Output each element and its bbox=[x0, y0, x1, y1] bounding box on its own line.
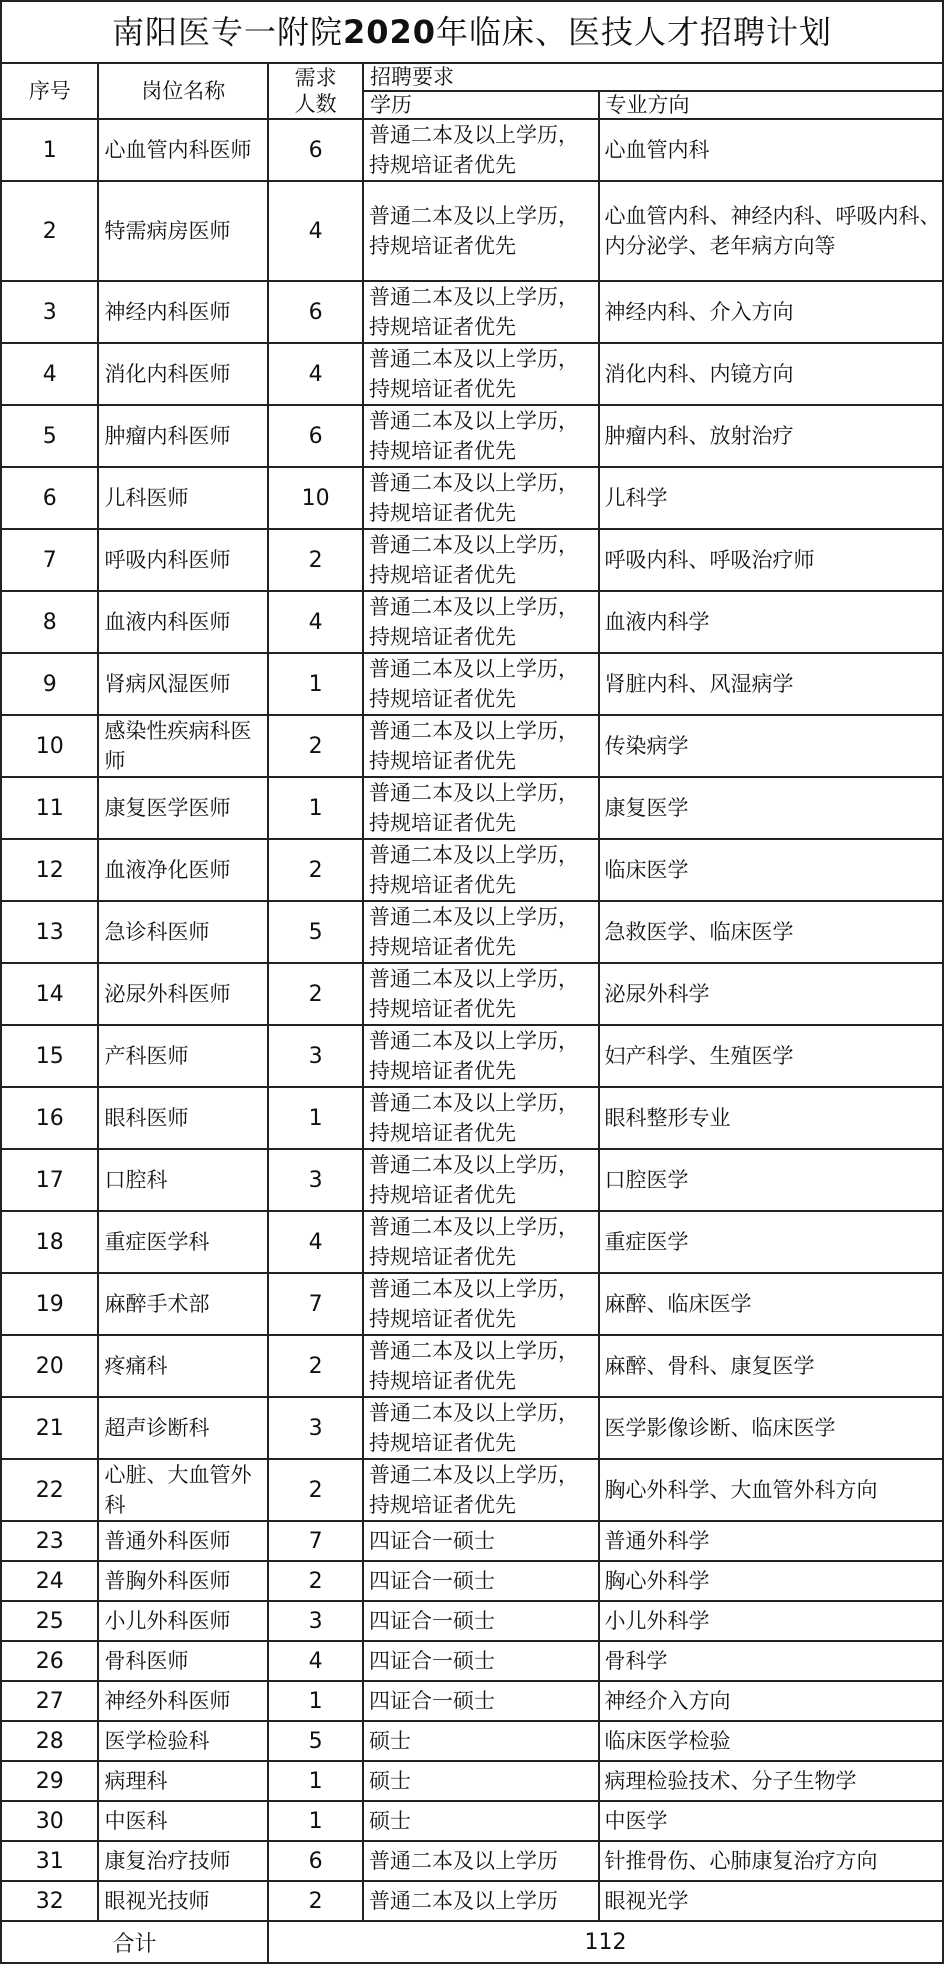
cell-education: 普通二本及以上学历，持规培证者优先 bbox=[363, 901, 598, 963]
table-row bbox=[1, 963, 943, 1025]
cell-major: 康复医学 bbox=[599, 777, 943, 839]
cell-major: 小儿外科学 bbox=[599, 1601, 943, 1641]
cell-no: 17 bbox=[1, 1149, 98, 1211]
total-value: 112 bbox=[268, 1921, 943, 1963]
cell-major: 医学影像诊断、临床医学 bbox=[599, 1397, 943, 1459]
cell-count: 4 bbox=[268, 591, 363, 653]
cell-education: 普通二本及以上学历，持规培证者优先 bbox=[363, 1149, 598, 1211]
table-row bbox=[1, 1521, 943, 1561]
cell-count: 4 bbox=[268, 343, 363, 405]
table-row bbox=[1, 1681, 943, 1721]
cell-position: 感染性疾病科医师 bbox=[98, 715, 268, 777]
cell-major: 针推骨伤、心肺康复治疗方向 bbox=[599, 1841, 943, 1881]
header-major: 专业方向 bbox=[599, 91, 943, 119]
cell-education: 四证合一硕士 bbox=[363, 1601, 598, 1641]
cell-education: 普通二本及以上学历，持规培证者优先 bbox=[363, 405, 598, 467]
cell-count: 3 bbox=[268, 1601, 363, 1641]
table-row bbox=[1, 839, 943, 901]
cell-major: 血液内科学 bbox=[599, 591, 943, 653]
cell-no: 12 bbox=[1, 839, 98, 901]
cell-position: 重症医学科 bbox=[98, 1211, 268, 1273]
cell-major: 重症医学 bbox=[599, 1211, 943, 1273]
cell-position: 儿科医师 bbox=[98, 467, 268, 529]
cell-no: 5 bbox=[1, 405, 98, 467]
table-row bbox=[1, 1397, 943, 1459]
cell-major: 心血管内科 bbox=[599, 119, 943, 181]
cell-count: 6 bbox=[268, 1841, 363, 1881]
page-title bbox=[1, 1, 943, 63]
cell-education: 普通二本及以上学历，持规培证者优先 bbox=[363, 181, 598, 281]
cell-education: 普通二本及以上学历，持规培证者优先 bbox=[363, 1211, 598, 1273]
table-row bbox=[1, 1801, 943, 1841]
cell-no: 21 bbox=[1, 1397, 98, 1459]
cell-major: 眼科整形专业 bbox=[599, 1087, 943, 1149]
cell-no: 18 bbox=[1, 1211, 98, 1273]
cell-count: 2 bbox=[268, 963, 363, 1025]
cell-major: 临床医学 bbox=[599, 839, 943, 901]
cell-count: 1 bbox=[268, 1681, 363, 1721]
cell-education: 普通二本及以上学历，持规培证者优先 bbox=[363, 1397, 598, 1459]
cell-position: 普通外科医师 bbox=[98, 1521, 268, 1561]
table-row bbox=[1, 1601, 943, 1641]
cell-major: 泌尿外科学 bbox=[599, 963, 943, 1025]
table-row bbox=[1, 343, 943, 405]
cell-no: 20 bbox=[1, 1335, 98, 1397]
cell-education: 普通二本及以上学历 bbox=[363, 1881, 598, 1921]
table-row bbox=[1, 1335, 943, 1397]
cell-no: 6 bbox=[1, 467, 98, 529]
table-row bbox=[1, 1149, 943, 1211]
cell-education: 普通二本及以上学历，持规培证者优先 bbox=[363, 1459, 598, 1521]
cell-education: 四证合一硕士 bbox=[363, 1641, 598, 1681]
table-row bbox=[1, 715, 943, 777]
cell-education: 普通二本及以上学历，持规培证者优先 bbox=[363, 839, 598, 901]
cell-no: 22 bbox=[1, 1459, 98, 1521]
cell-major: 眼视光学 bbox=[599, 1881, 943, 1921]
table-row bbox=[1, 1273, 943, 1335]
cell-no: 19 bbox=[1, 1273, 98, 1335]
cell-position: 疼痛科 bbox=[98, 1335, 268, 1397]
cell-no: 2 bbox=[1, 181, 98, 281]
cell-major: 临床医学检验 bbox=[599, 1721, 943, 1761]
table-row bbox=[1, 1641, 943, 1681]
cell-position: 特需病房医师 bbox=[98, 181, 268, 281]
cell-education: 四证合一硕士 bbox=[363, 1521, 598, 1561]
cell-major: 儿科学 bbox=[599, 467, 943, 529]
cell-count: 2 bbox=[268, 1459, 363, 1521]
cell-position: 康复治疗技师 bbox=[98, 1841, 268, 1881]
header-count-line2: 人数 bbox=[294, 92, 337, 116]
cell-major: 胸心外科学 bbox=[599, 1561, 943, 1601]
total-row bbox=[1, 1921, 943, 1963]
cell-position: 心血管内科医师 bbox=[98, 119, 268, 181]
cell-no: 1 bbox=[1, 119, 98, 181]
cell-count: 1 bbox=[268, 1761, 363, 1801]
table-row bbox=[1, 529, 943, 591]
cell-major: 神经介入方向 bbox=[599, 1681, 943, 1721]
table-row bbox=[1, 467, 943, 529]
cell-major: 骨科学 bbox=[599, 1641, 943, 1681]
cell-position: 眼视光技师 bbox=[98, 1881, 268, 1921]
cell-major: 口腔医学 bbox=[599, 1149, 943, 1211]
cell-position: 中医科 bbox=[98, 1801, 268, 1841]
cell-no: 10 bbox=[1, 715, 98, 777]
cell-no: 24 bbox=[1, 1561, 98, 1601]
cell-major: 妇产科学、生殖医学 bbox=[599, 1025, 943, 1087]
cell-education: 普通二本及以上学历，持规培证者优先 bbox=[363, 1087, 598, 1149]
cell-education: 普通二本及以上学历，持规培证者优先 bbox=[363, 715, 598, 777]
cell-position: 血液净化医师 bbox=[98, 839, 268, 901]
cell-no: 3 bbox=[1, 281, 98, 343]
table-row bbox=[1, 653, 943, 715]
cell-position: 神经内科医师 bbox=[98, 281, 268, 343]
table-row bbox=[1, 281, 943, 343]
cell-major: 中医学 bbox=[599, 1801, 943, 1841]
cell-count: 4 bbox=[268, 181, 363, 281]
cell-education: 硕士 bbox=[363, 1801, 598, 1841]
title-year: 2020 bbox=[342, 13, 437, 51]
cell-education: 普通二本及以上学历，持规培证者优先 bbox=[363, 119, 598, 181]
cell-no: 29 bbox=[1, 1761, 98, 1801]
header-position: 岗位名称 bbox=[98, 63, 268, 119]
cell-education: 普通二本及以上学历，持规培证者优先 bbox=[363, 777, 598, 839]
cell-no: 26 bbox=[1, 1641, 98, 1681]
cell-no: 9 bbox=[1, 653, 98, 715]
cell-education: 硕士 bbox=[363, 1761, 598, 1801]
cell-no: 30 bbox=[1, 1801, 98, 1841]
cell-major: 肿瘤内科、放射治疗 bbox=[599, 405, 943, 467]
title-suffix: 年临床、医技人才招聘计划 bbox=[436, 13, 833, 51]
cell-education: 硕士 bbox=[363, 1721, 598, 1761]
cell-no: 27 bbox=[1, 1681, 98, 1721]
cell-count: 1 bbox=[268, 1087, 363, 1149]
cell-no: 15 bbox=[1, 1025, 98, 1087]
cell-no: 23 bbox=[1, 1521, 98, 1561]
cell-count: 2 bbox=[268, 715, 363, 777]
table-row bbox=[1, 1459, 943, 1521]
cell-education: 普通二本及以上学历，持规培证者优先 bbox=[363, 343, 598, 405]
cell-no: 31 bbox=[1, 1841, 98, 1881]
cell-no: 13 bbox=[1, 901, 98, 963]
cell-no: 7 bbox=[1, 529, 98, 591]
cell-position: 呼吸内科医师 bbox=[98, 529, 268, 591]
cell-major: 传染病学 bbox=[599, 715, 943, 777]
cell-education: 普通二本及以上学历 bbox=[363, 1841, 598, 1881]
cell-position: 医学检验科 bbox=[98, 1721, 268, 1761]
cell-major: 病理检验技术、分子生物学 bbox=[599, 1761, 943, 1801]
cell-education: 普通二本及以上学历，持规培证者优先 bbox=[363, 963, 598, 1025]
header-no: 序号 bbox=[1, 63, 98, 119]
cell-major: 麻醉、骨科、康复医学 bbox=[599, 1335, 943, 1397]
table-row bbox=[1, 119, 943, 181]
cell-major: 消化内科、内镜方向 bbox=[599, 343, 943, 405]
table-row bbox=[1, 1721, 943, 1761]
table-row bbox=[1, 1761, 943, 1801]
cell-education: 普通二本及以上学历，持规培证者优先 bbox=[363, 653, 598, 715]
cell-education: 四证合一硕士 bbox=[363, 1681, 598, 1721]
cell-education: 普通二本及以上学历，持规培证者优先 bbox=[363, 1025, 598, 1087]
cell-position: 骨科医师 bbox=[98, 1641, 268, 1681]
cell-position: 急诊科医师 bbox=[98, 901, 268, 963]
table-row bbox=[1, 901, 943, 963]
cell-major: 胸心外科学、大血管外科方向 bbox=[599, 1459, 943, 1521]
table-row bbox=[1, 591, 943, 653]
cell-major: 神经内科、介入方向 bbox=[599, 281, 943, 343]
cell-position: 超声诊断科 bbox=[98, 1397, 268, 1459]
cell-position: 肿瘤内科医师 bbox=[98, 405, 268, 467]
table-row bbox=[1, 777, 943, 839]
table-row bbox=[1, 1841, 943, 1881]
cell-count: 2 bbox=[268, 839, 363, 901]
cell-count: 3 bbox=[268, 1397, 363, 1459]
cell-no: 11 bbox=[1, 777, 98, 839]
cell-position: 普胸外科医师 bbox=[98, 1561, 268, 1601]
cell-no: 28 bbox=[1, 1721, 98, 1761]
cell-position: 产科医师 bbox=[98, 1025, 268, 1087]
cell-position: 康复医学医师 bbox=[98, 777, 268, 839]
cell-position: 病理科 bbox=[98, 1761, 268, 1801]
cell-no: 4 bbox=[1, 343, 98, 405]
cell-education: 普通二本及以上学历，持规培证者优先 bbox=[363, 1335, 598, 1397]
cell-count: 2 bbox=[268, 529, 363, 591]
cell-no: 16 bbox=[1, 1087, 98, 1149]
cell-count: 5 bbox=[268, 1721, 363, 1761]
cell-no: 14 bbox=[1, 963, 98, 1025]
cell-count: 6 bbox=[268, 405, 363, 467]
header-education: 学历 bbox=[363, 91, 598, 119]
title-prefix: 南阳医专一附院 bbox=[111, 13, 343, 51]
cell-major: 心血管内科、神经内科、呼吸内科、内分泌学、老年病方向等 bbox=[599, 181, 943, 281]
cell-count: 6 bbox=[268, 119, 363, 181]
cell-position: 心脏、大血管外科 bbox=[98, 1459, 268, 1521]
cell-education: 普通二本及以上学历，持规培证者优先 bbox=[363, 1273, 598, 1335]
cell-major: 麻醉、临床医学 bbox=[599, 1273, 943, 1335]
table-row bbox=[1, 1087, 943, 1149]
cell-count: 4 bbox=[268, 1641, 363, 1681]
cell-position: 眼科医师 bbox=[98, 1087, 268, 1149]
total-label: 合计 bbox=[1, 1921, 268, 1963]
cell-no: 8 bbox=[1, 591, 98, 653]
cell-position: 口腔科 bbox=[98, 1149, 268, 1211]
cell-education: 普通二本及以上学历，持规培证者优先 bbox=[363, 281, 598, 343]
cell-count: 3 bbox=[268, 1149, 363, 1211]
cell-major: 呼吸内科、呼吸治疗师 bbox=[599, 529, 943, 591]
cell-education: 四证合一硕士 bbox=[363, 1561, 598, 1601]
cell-count: 2 bbox=[268, 1335, 363, 1397]
cell-count: 1 bbox=[268, 653, 363, 715]
cell-education: 普通二本及以上学历，持规培证者优先 bbox=[363, 467, 598, 529]
cell-major: 急救医学、临床医学 bbox=[599, 901, 943, 963]
cell-position: 神经外科医师 bbox=[98, 1681, 268, 1721]
table-row bbox=[1, 1025, 943, 1087]
table-row bbox=[1, 181, 943, 281]
cell-position: 小儿外科医师 bbox=[98, 1601, 268, 1641]
cell-no: 32 bbox=[1, 1881, 98, 1921]
cell-position: 血液内科医师 bbox=[98, 591, 268, 653]
cell-education: 普通二本及以上学历，持规培证者优先 bbox=[363, 591, 598, 653]
table-row bbox=[1, 405, 943, 467]
cell-position: 消化内科医师 bbox=[98, 343, 268, 405]
table-row bbox=[1, 1211, 943, 1273]
cell-major: 普通外科学 bbox=[599, 1521, 943, 1561]
header-requirements: 招聘要求 bbox=[363, 63, 943, 91]
cell-count: 5 bbox=[268, 901, 363, 963]
cell-count: 7 bbox=[268, 1521, 363, 1561]
cell-count: 4 bbox=[268, 1211, 363, 1273]
cell-position: 肾病风湿医师 bbox=[98, 653, 268, 715]
cell-position: 麻醉手术部 bbox=[98, 1273, 268, 1335]
cell-education: 普通二本及以上学历，持规培证者优先 bbox=[363, 529, 598, 591]
cell-count: 2 bbox=[268, 1881, 363, 1921]
cell-count: 2 bbox=[268, 1561, 363, 1601]
table-row bbox=[1, 1561, 943, 1601]
cell-position: 泌尿外科医师 bbox=[98, 963, 268, 1025]
cell-count: 7 bbox=[268, 1273, 363, 1335]
cell-count: 1 bbox=[268, 1801, 363, 1841]
cell-count: 1 bbox=[268, 777, 363, 839]
header-count bbox=[268, 63, 363, 119]
cell-count: 3 bbox=[268, 1025, 363, 1087]
cell-major: 肾脏内科、风湿病学 bbox=[599, 653, 943, 715]
header-count-line1: 需求 bbox=[294, 66, 337, 90]
cell-no: 25 bbox=[1, 1601, 98, 1641]
table-row bbox=[1, 1881, 943, 1921]
cell-count: 10 bbox=[268, 467, 363, 529]
cell-count: 6 bbox=[268, 281, 363, 343]
